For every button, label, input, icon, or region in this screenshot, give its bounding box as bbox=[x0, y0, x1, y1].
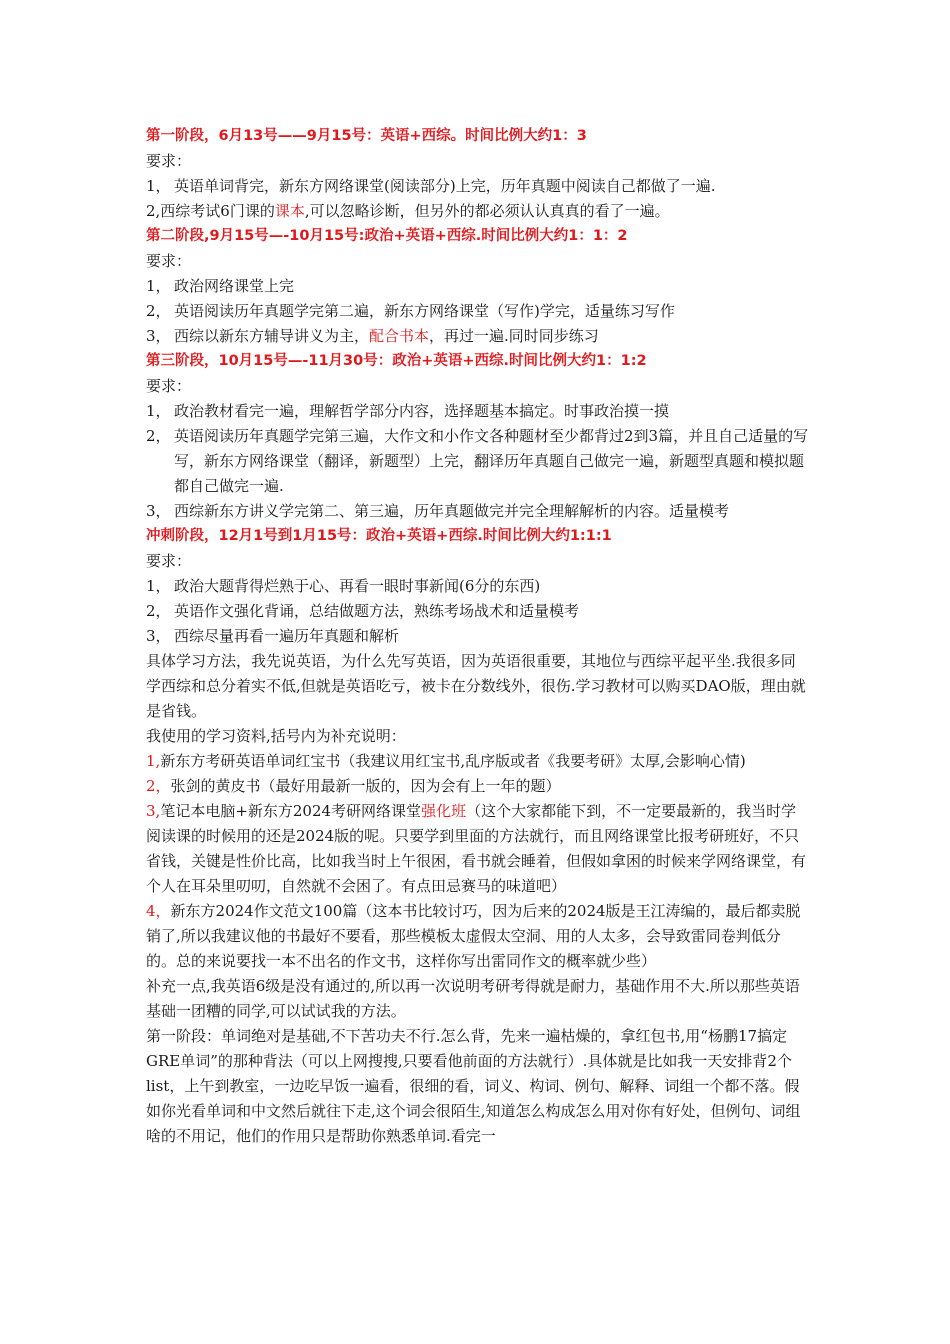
stage2-requirements-label: 要求： bbox=[146, 252, 192, 270]
text-run: ,可以忽略诊断，但另外的都必须认认真真的看了一遍。 bbox=[304, 202, 670, 220]
list-text: 张剑的黄皮书（最好用最新一版的，因为会有上一年的题） bbox=[170, 777, 561, 795]
highlight-text: 课本 bbox=[274, 202, 305, 220]
list-number: 2， bbox=[146, 602, 171, 620]
list-text: 英语阅读历年真题学完第二遍，新东方网络课堂（写作)学完，适量练习写作 bbox=[174, 302, 675, 320]
stage2-heading: 第二阶段,9月15号—-10月15号:政治+英语+西综.时间比例大约1：1：2 bbox=[146, 228, 628, 244]
list-number: 3， bbox=[146, 627, 171, 645]
text-run: 笔记本电脑+新东方2024考研网络课堂 bbox=[160, 802, 422, 820]
stage1-heading: 第一阶段，6月13号——9月15号：英语+西综。时间比例大约1：3 bbox=[146, 128, 587, 144]
text-run: 2,西综考试6门课的 bbox=[146, 202, 275, 220]
highlight-text: 强化班 bbox=[421, 802, 467, 820]
list-number: 3， bbox=[146, 327, 171, 345]
stage1-requirements-label: 要求： bbox=[146, 152, 192, 170]
method-paragraph: 具体学习方法，我先说英语，为什么先写英语，因为英语很重要，其地位与西综平起平坐.我很多同学西综和总分着实不低,但就是英语吃亏，被卡在分数线外，很伤.学习教材可以购买DAO版，理由就是省钱。 bbox=[146, 652, 806, 720]
stage2-item-1 bbox=[146, 274, 810, 299]
sprint-requirements-label: 要求： bbox=[146, 552, 192, 570]
list-text: 新东方考研英语单词红宝书（我建议用红宝书,乱序版或者《我要考研》太厚,会影响心情) bbox=[160, 752, 746, 770]
list-number: 1, bbox=[146, 752, 161, 770]
list-text: 政治大题背得烂熟于心、再看一眼时事新闻(6分的东西) bbox=[174, 577, 541, 595]
list-number: 1， bbox=[146, 402, 171, 420]
list-number: 1， bbox=[146, 177, 171, 195]
stage3-item-3 bbox=[146, 499, 810, 524]
text-run: 西综以新东方辅导讲义为主， bbox=[174, 327, 370, 345]
list-text: 西综尽量再看一遍历年真题和解析 bbox=[174, 627, 400, 645]
list-number: 3， bbox=[146, 502, 171, 520]
sprint-item-2 bbox=[146, 599, 810, 624]
supplement-paragraph: 补充一点,我英语6级是没有通过的,所以再一次说明考研考得就是耐力，基础作用不大.所以那些英语基础一团糟的同学,可以试试我的方法。 bbox=[146, 977, 800, 1020]
stage2-item-2 bbox=[146, 299, 810, 324]
list-text: 新东方2024作文范文100篇（这本书比较讨巧，因为后来的2024版是王江涛编的，最后都卖脱销了,所以我建议他的书最好不要看，那些模板太虚假太空洞、用的人太多，会导致雷同卷判低分的。总的来说要找一本不出名的作文书，这样你写出雷同作文的概率就少些） bbox=[146, 902, 801, 970]
stage1-detail-paragraph: 第一阶段：单词绝对是基础,不下苦功夫不行.怎么背，先来一遍枯燥的，拿红包书,用“杨鹏17搞定GRE单词”的那种背法（可以上网搜搜,只要看他前面的方法就行）.具体就是比如我一天安排背2个list，上午到教室，一边吃早饭一遍看，很细的看，词义、构词、例句、解释、词组一个都不落。假如你光看单词和中文然后就往下走,这个词会很陌生,知道怎么构成怎么用对你有好处，但例句、词组啥的不用记，他们的作用只是帮助你熟悉单词.看完一 bbox=[146, 1027, 801, 1145]
document-body bbox=[146, 124, 810, 1149]
text-run: （这个大家都能下到，不一定要最新的，我当时学阅读课的时候用的还是2024版的呢。只要学到里面的方法就行，而且网络课堂比报考研班好，不只省钱，关键是性价比高，比如我当时上午很困，看书就会睡着，但假如拿困的时候来学网络课堂，有个人在耳朵里叨叨，自然就不会困了。有点田忌赛马的味道吧） bbox=[146, 802, 807, 895]
stage1-item-1 bbox=[146, 174, 810, 199]
list-number: 2， bbox=[146, 777, 171, 795]
stage3-item-2 bbox=[146, 424, 810, 499]
list-number: 2， bbox=[146, 427, 171, 445]
list-text: 西综新东方讲义学完第二、第三遍，历年真题做完并完全理解解析的内容。适量模考 bbox=[174, 502, 730, 520]
sprint-item-3 bbox=[146, 624, 810, 649]
stage3-heading: 第三阶段，10月15号—-11月30号：政治+英语+西综.时间比例大约1：1:2 bbox=[146, 353, 647, 369]
list-number: 1， bbox=[146, 577, 171, 595]
list-text: 英语作文强化背诵，总结做题方法，熟练考场战术和适量模考 bbox=[174, 602, 580, 620]
material-item-4 bbox=[146, 899, 810, 974]
list-text: 政治教材看完一遍，理解哲学部分内容，选择题基本搞定。时事政治摸一摸 bbox=[174, 402, 670, 420]
material-item-2 bbox=[146, 774, 810, 799]
list-number: 3, bbox=[146, 802, 161, 820]
text-run: ，再过一遍.同时同步练习 bbox=[429, 327, 599, 345]
stage1-item-2 bbox=[146, 199, 810, 224]
sprint-item-1 bbox=[146, 574, 810, 599]
sprint-stage-heading: 冲刺阶段，12月1号到1月15号：政治+英语+西综.时间比例大约1:1:1 bbox=[146, 528, 612, 544]
stage3-item-1 bbox=[146, 399, 810, 424]
material-item-1 bbox=[146, 749, 810, 774]
list-number: 1， bbox=[146, 277, 171, 295]
list-text: 英语单词背完，新东方网络课堂(阅读部分)上完，历年真题中阅读自己都做了一遍. bbox=[174, 177, 716, 195]
list-text bbox=[174, 324, 810, 349]
list-text: 政治网络课堂上完 bbox=[174, 277, 295, 295]
stage3-requirements-label: 要求： bbox=[146, 377, 192, 395]
list-number: 4， bbox=[146, 902, 171, 920]
materials-intro: 我使用的学习资料,括号内为补充说明： bbox=[146, 727, 406, 745]
list-text: 英语阅读历年真题学完第三遍，大作文和小作文各种题材至少都背过2到3篇，并且自己适量的写写，新东方网络课堂（翻译，新题型）上完，翻译历年真题自己做完一遍，新题型真题和模拟题都自己做完一遍. bbox=[174, 427, 809, 495]
highlight-text: 配合书本 bbox=[369, 327, 430, 345]
list-number: 2， bbox=[146, 302, 171, 320]
material-item-3 bbox=[146, 799, 810, 899]
stage2-item-3 bbox=[146, 324, 810, 349]
